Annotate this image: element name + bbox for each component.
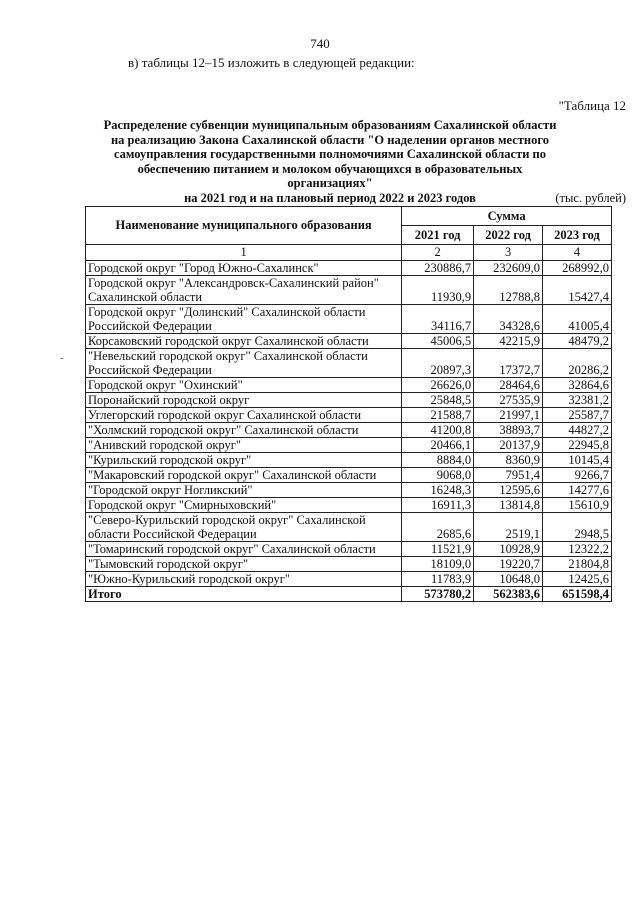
title-line: на реализацию Закона Сахалинской области "О наделении органов местного	[110, 132, 549, 147]
value-2022: 21997,1	[474, 408, 543, 423]
value-2021: 230886,7	[402, 261, 474, 276]
value-2021: 41200,8	[402, 423, 474, 438]
table-row	[86, 305, 612, 334]
value-2023: 2948,5	[543, 513, 612, 542]
value-2021: 11521,9	[402, 542, 474, 557]
value-2023: 10145,4	[543, 453, 612, 468]
margin-mark: -	[60, 352, 64, 364]
table-row	[86, 557, 612, 572]
municipality-name: Городской округ "Александровск-Сахалинский район" Сахалинской области	[86, 276, 402, 305]
total-label: Итого	[86, 587, 402, 602]
value-2022: 8360,9	[474, 453, 543, 468]
municipality-name: Корсаковский городской округ Сахалинской области	[86, 334, 402, 349]
value-2023: 21804,8	[543, 557, 612, 572]
column-header-2022: 2022 год	[474, 226, 543, 245]
value-2022: 42215,9	[474, 334, 543, 349]
value-2021: 20897,3	[402, 349, 474, 378]
value-2023: 15427,4	[543, 276, 612, 305]
municipality-name: "Томаринский городской округ" Сахалинской области	[86, 542, 402, 557]
value-2021: 8884,0	[402, 453, 474, 468]
table-row	[86, 261, 612, 276]
municipality-name: "Курильский городской округ"	[86, 453, 402, 468]
column-header-sum: Сумма	[402, 207, 612, 226]
table-row	[86, 378, 612, 393]
column-number: 4	[543, 245, 612, 261]
title-line: самоуправления государственными полномочиями Сахалинской области по	[113, 147, 546, 162]
column-number: 3	[474, 245, 543, 261]
value-2023: 14277,6	[543, 483, 612, 498]
table-title	[95, 118, 565, 206]
value-2021: 21588,7	[402, 408, 474, 423]
value-2023: 15610,9	[543, 498, 612, 513]
table-row	[86, 542, 612, 557]
value-2021: 16911,3	[402, 498, 474, 513]
municipality-name: "Макаровский городской округ" Сахалинской области	[86, 468, 402, 483]
table-row	[86, 513, 612, 542]
value-2022: 13814,8	[474, 498, 543, 513]
value-2023: 20286,2	[543, 349, 612, 378]
table-row	[86, 423, 612, 438]
table-row	[86, 276, 612, 305]
municipality-name: "Городской округ Ногликский"	[86, 483, 402, 498]
title-line: на 2021 год и на плановый период 2022 и 2023 годов	[184, 190, 476, 205]
total-2023: 651598,4	[543, 587, 612, 602]
value-2022: 10928,9	[474, 542, 543, 557]
value-2023: 12425,6	[543, 572, 612, 587]
value-2023: 22945,8	[543, 438, 612, 453]
value-2021: 18109,0	[402, 557, 474, 572]
table-row	[86, 349, 612, 378]
municipality-name: Городской округ "Охинский"	[86, 378, 402, 393]
total-row	[86, 587, 612, 602]
table-body	[86, 261, 612, 602]
value-2023: 48479,2	[543, 334, 612, 349]
value-2023: 41005,4	[543, 305, 612, 334]
value-2022: 10648,0	[474, 572, 543, 587]
municipality-name: Городской округ "Смирныховский"	[86, 498, 402, 513]
value-2021: 45006,5	[402, 334, 474, 349]
column-number: 1	[86, 245, 402, 261]
units-note: (тыс. рублей)	[555, 191, 626, 205]
table-row	[86, 572, 612, 587]
table-row	[86, 438, 612, 453]
value-2023: 25587,7	[543, 408, 612, 423]
value-2023: 268992,0	[543, 261, 612, 276]
value-2022: 232609,0	[474, 261, 543, 276]
page-number: 740	[310, 36, 330, 51]
table-row	[86, 334, 612, 349]
value-2023: 32381,2	[543, 393, 612, 408]
value-2022: 12595,6	[474, 483, 543, 498]
value-2023: 9266,7	[543, 468, 612, 483]
value-2022: 17372,7	[474, 349, 543, 378]
column-header-name: Наименование муниципального образования	[86, 207, 402, 245]
intro-text: в) таблицы 12–15 изложить в следующей редакции:	[128, 55, 415, 70]
value-2021: 11930,9	[402, 276, 474, 305]
municipality-name: "Холмский городской округ" Сахалинской области	[86, 423, 402, 438]
value-2022: 2519,1	[474, 513, 543, 542]
municipality-name: Поронайский городской округ	[86, 393, 402, 408]
table-row	[86, 468, 612, 483]
table-row	[86, 453, 612, 468]
column-header-2023: 2023 год	[543, 226, 612, 245]
value-2021: 25848,5	[402, 393, 474, 408]
value-2021: 9068,0	[402, 468, 474, 483]
municipality-name: "Невельский городской округ" Сахалинской области Российской Федерации	[86, 349, 402, 378]
table-row	[86, 498, 612, 513]
total-2021: 573780,2	[402, 587, 474, 602]
municipality-name: Углегорский городской округ Сахалинской области	[86, 408, 402, 423]
table-row	[86, 483, 612, 498]
value-2021: 26626,0	[402, 378, 474, 393]
value-2021: 34116,7	[402, 305, 474, 334]
value-2023: 44827,2	[543, 423, 612, 438]
column-header-2021: 2021 год	[402, 226, 474, 245]
column-number: 2	[402, 245, 474, 261]
value-2022: 19220,7	[474, 557, 543, 572]
table-row	[86, 393, 612, 408]
municipality-name: Городской округ "Долинский" Сахалинской области Российской Федерации	[86, 305, 402, 334]
value-2022: 27535,9	[474, 393, 543, 408]
municipality-name: "Тымовский городской округ"	[86, 557, 402, 572]
municipality-name: "Северо-Курильский городской округ" Сахалинской области Российской Федерации	[86, 513, 402, 542]
table-label: "Таблица 12	[558, 98, 626, 113]
value-2021: 2685,6	[402, 513, 474, 542]
municipality-name: Городской округ "Город Южно-Сахалинск"	[86, 261, 402, 276]
value-2022: 34328,6	[474, 305, 543, 334]
value-2022: 20137,9	[474, 438, 543, 453]
total-2022: 562383,6	[474, 587, 543, 602]
table-row	[86, 408, 612, 423]
title-line: обеспечению питанием и молоком обучающихся в образовательных организациях"	[137, 161, 523, 191]
value-2023: 32864,6	[543, 378, 612, 393]
value-2021: 20466,1	[402, 438, 474, 453]
value-2021: 11783,9	[402, 572, 474, 587]
value-2023: 12322,2	[543, 542, 612, 557]
value-2022: 38893,7	[474, 423, 543, 438]
municipality-name: "Южно-Курильский городской округ"	[86, 572, 402, 587]
value-2021: 16248,3	[402, 483, 474, 498]
value-2022: 12788,8	[474, 276, 543, 305]
value-2022: 7951,4	[474, 468, 543, 483]
value-2022: 28464,6	[474, 378, 543, 393]
municipality-name: "Анивский городской округ"	[86, 438, 402, 453]
subsidy-table	[85, 206, 612, 602]
title-line: Распределение субвенции муниципальным образованиям Сахалинской области	[103, 118, 557, 132]
